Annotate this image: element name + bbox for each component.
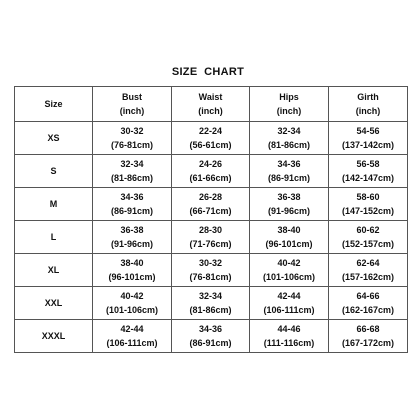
- cm-range: (111-116cm): [263, 338, 315, 348]
- inch-range: 34-36: [198, 324, 223, 334]
- table-row: [15, 188, 408, 221]
- table-row: [15, 155, 408, 188]
- table-row: [15, 287, 408, 320]
- inch-range: 34-36: [277, 159, 301, 169]
- cm-range: (137-142cm): [341, 140, 395, 150]
- cm-range: (167-172cm): [341, 338, 395, 348]
- header-girth-unit: (inch): [355, 106, 381, 116]
- bust-cell: [93, 287, 172, 320]
- inch-range: 56-58: [356, 159, 380, 169]
- inch-range: 66-68: [356, 324, 380, 334]
- girth-cell: [329, 122, 408, 155]
- cm-range: (66-71cm): [189, 206, 232, 216]
- size-label: XL: [47, 265, 60, 275]
- size-cell: [15, 254, 93, 287]
- inch-range: 32-34: [198, 291, 223, 301]
- header-size-label: Size: [44, 99, 63, 109]
- cm-range: (86-91cm): [110, 206, 154, 216]
- header-girth: [329, 87, 408, 122]
- cm-range: (81-86cm): [267, 140, 311, 150]
- inch-range: 22-24: [198, 126, 223, 136]
- inch-range: 30-32: [198, 258, 223, 268]
- inch-range: 30-32: [120, 126, 144, 136]
- inch-range: 36-38: [277, 192, 301, 202]
- cm-range: (81-86cm): [110, 173, 154, 183]
- inch-range: 44-46: [277, 324, 301, 334]
- bust-cell: [93, 188, 172, 221]
- waist-cell: [172, 188, 250, 221]
- waist-cell: [172, 254, 250, 287]
- cm-range: (162-167cm): [341, 305, 395, 315]
- header-bust-label: Bust: [122, 92, 142, 102]
- girth-cell: [329, 320, 408, 353]
- table-row: [15, 320, 408, 353]
- hips-cell: [250, 320, 329, 353]
- cm-range: (106-111cm): [106, 338, 158, 348]
- hips-cell: [250, 221, 329, 254]
- size-cell: [15, 122, 93, 155]
- inch-range: 26-28: [198, 192, 223, 202]
- cm-range: (76-81cm): [189, 272, 232, 282]
- inch-range: 38-40: [277, 225, 301, 235]
- inch-range: 32-34: [277, 126, 301, 136]
- girth-cell: [329, 221, 408, 254]
- girth-cell: [329, 287, 408, 320]
- cm-range: (76-81cm): [110, 140, 154, 150]
- hips-cell: [250, 155, 329, 188]
- table-header-row: [15, 87, 408, 122]
- inch-range: 54-56: [356, 126, 380, 136]
- cm-range: (101-106cm): [105, 305, 159, 315]
- inch-range: 40-42: [120, 291, 144, 301]
- girth-cell: [329, 188, 408, 221]
- size-label: XXXL: [41, 331, 66, 341]
- inch-range: 28-30: [198, 225, 223, 235]
- cm-range: (71-76cm): [189, 239, 232, 249]
- inch-range: 42-44: [120, 324, 144, 334]
- header-waist-unit: (inch): [198, 106, 223, 116]
- header-hips-label: Hips: [279, 92, 299, 102]
- girth-cell: [329, 155, 408, 188]
- inch-range: 38-40: [120, 258, 144, 268]
- size-cell: [15, 155, 93, 188]
- inch-range: 32-34: [120, 159, 144, 169]
- waist-cell: [172, 320, 250, 353]
- waist-cell: [172, 122, 250, 155]
- table-row: [15, 254, 408, 287]
- cm-range: (56-61cm): [189, 140, 232, 150]
- bust-cell: [93, 254, 172, 287]
- header-bust: [93, 87, 172, 122]
- size-chart-table: [14, 86, 408, 353]
- cm-range: (147-152cm): [341, 206, 395, 216]
- cm-range: (106-111cm): [263, 305, 315, 315]
- cm-range: (61-66cm): [189, 173, 232, 183]
- size-cell: [15, 221, 93, 254]
- size-cell: [15, 287, 93, 320]
- bust-cell: [93, 122, 172, 155]
- cm-range: (142-147cm): [341, 173, 395, 183]
- header-hips: [250, 87, 329, 122]
- size-chart-title: SIZE CHART: [171, 66, 245, 78]
- size-label: XS: [47, 133, 60, 143]
- cm-range: (152-157cm): [341, 239, 395, 249]
- header-waist: [172, 87, 250, 122]
- header-size: [15, 87, 93, 122]
- hips-cell: [250, 287, 329, 320]
- inch-range: 24-26: [198, 159, 223, 169]
- size-cell: [15, 320, 93, 353]
- inch-range: 60-62: [356, 225, 380, 235]
- inch-range: 42-44: [277, 291, 301, 301]
- bust-cell: [93, 320, 172, 353]
- inch-range: 36-38: [120, 225, 144, 235]
- header-hips-unit: (inch): [276, 106, 302, 116]
- hips-cell: [250, 188, 329, 221]
- cm-range: (96-101cm): [108, 272, 156, 282]
- header-bust-unit: (inch): [119, 106, 145, 116]
- waist-cell: [172, 155, 250, 188]
- cm-range: (86-91cm): [267, 173, 311, 183]
- inch-range: 34-36: [120, 192, 144, 202]
- bust-cell: [93, 221, 172, 254]
- girth-cell: [329, 254, 408, 287]
- hips-cell: [250, 254, 329, 287]
- inch-range: 40-42: [277, 258, 301, 268]
- size-label: XXL: [44, 298, 63, 308]
- cm-range: (91-96cm): [267, 206, 311, 216]
- cm-range: (157-162cm): [341, 272, 395, 282]
- inch-range: 62-64: [356, 258, 380, 268]
- size-label: M: [49, 199, 58, 209]
- header-waist-label: Waist: [198, 92, 223, 102]
- cm-range: (81-86cm): [189, 305, 232, 315]
- cm-range: (96-101cm): [265, 239, 313, 249]
- header-girth-label: Girth: [357, 92, 379, 102]
- hips-cell: [250, 122, 329, 155]
- cm-range: (91-96cm): [110, 239, 154, 249]
- table-row: [15, 122, 408, 155]
- cm-range: (101-106cm): [262, 272, 316, 282]
- size-label: L: [50, 232, 57, 242]
- inch-range: 58-60: [356, 192, 380, 202]
- inch-range: 64-66: [356, 291, 380, 301]
- table-row: [15, 221, 408, 254]
- waist-cell: [172, 221, 250, 254]
- size-label: S: [50, 166, 57, 176]
- waist-cell: [172, 287, 250, 320]
- size-cell: [15, 188, 93, 221]
- cm-range: (86-91cm): [189, 338, 232, 348]
- bust-cell: [93, 155, 172, 188]
